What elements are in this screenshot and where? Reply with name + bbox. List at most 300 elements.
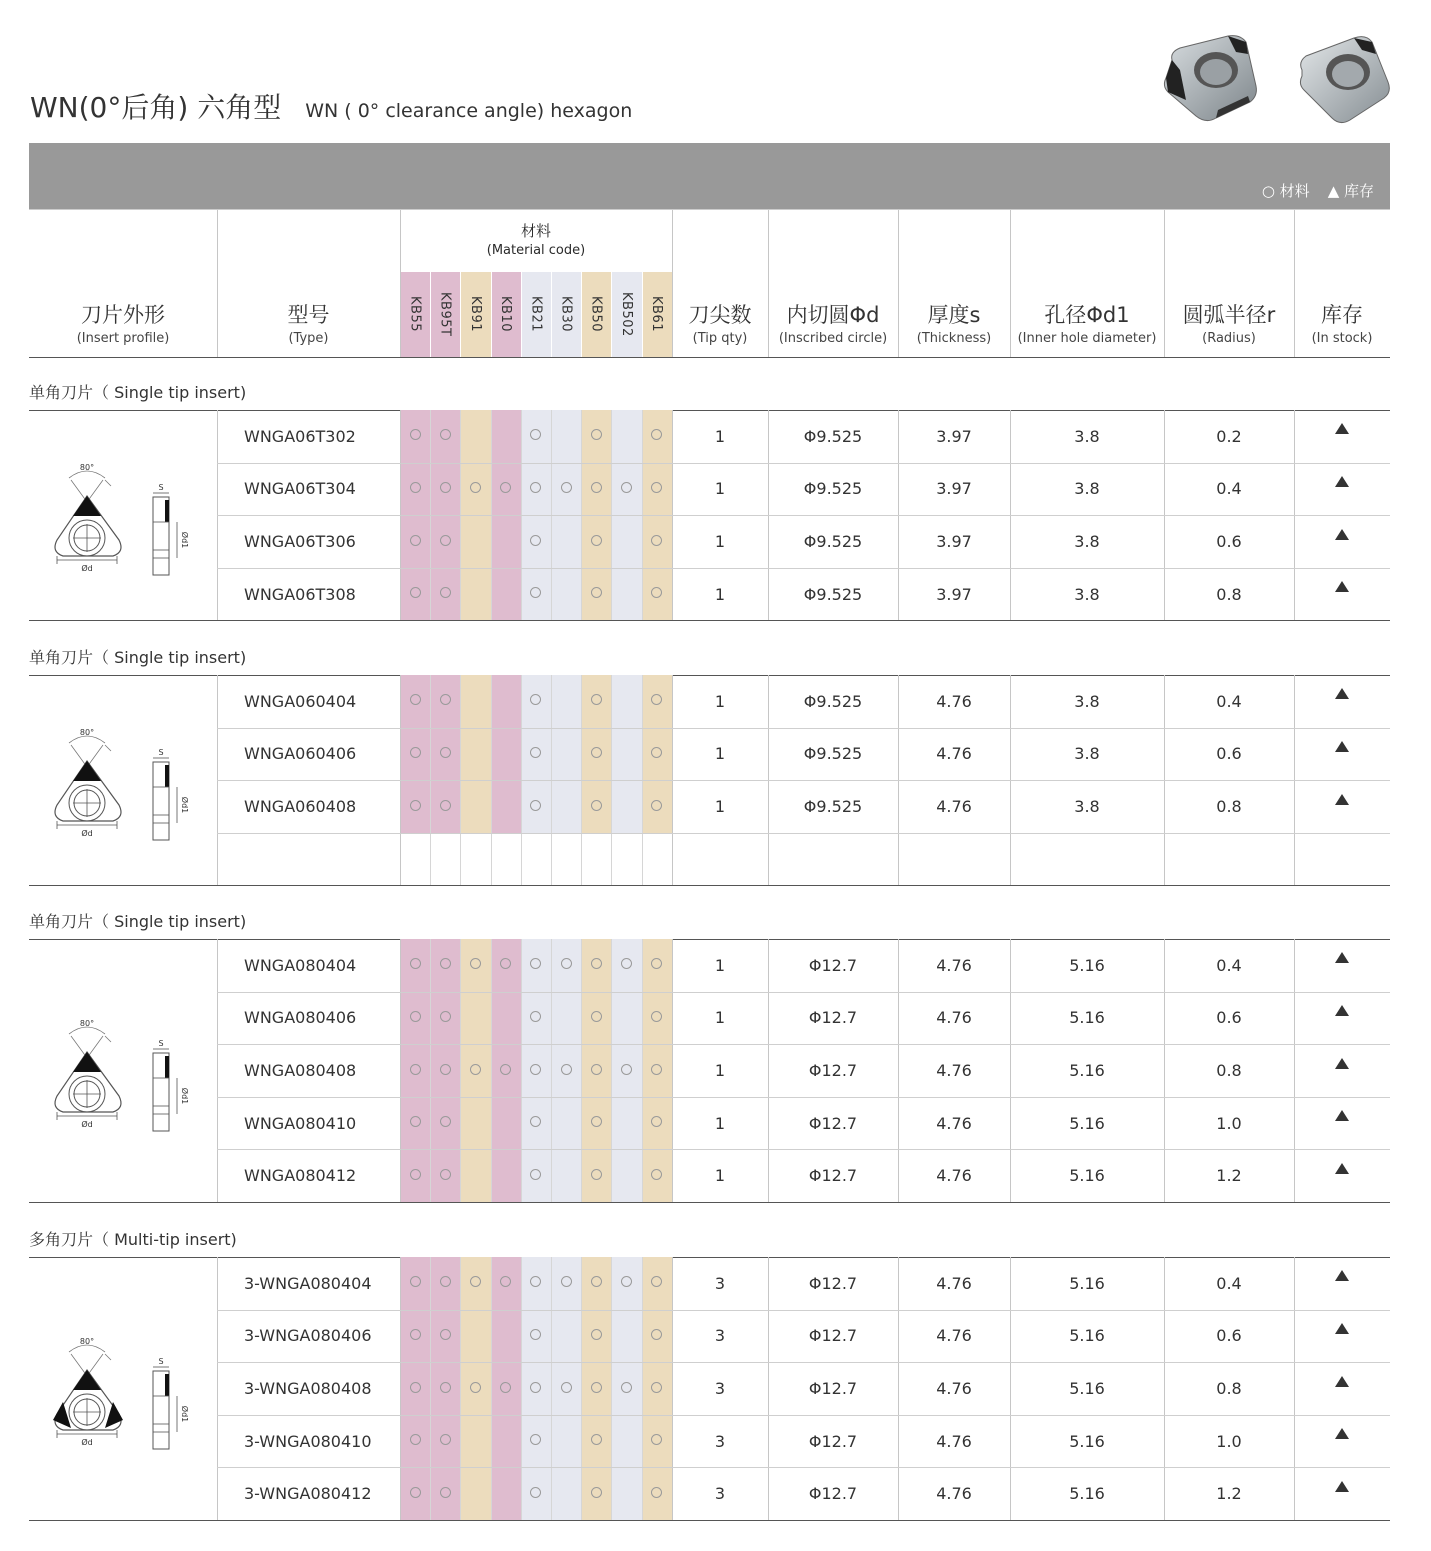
row-d1: 5.16 — [1069, 1060, 1105, 1080]
column-header-en: (Inner hole diameter) — [1017, 331, 1157, 347]
row-r: 0.8 — [1216, 584, 1242, 604]
row-d1: 3.8 — [1074, 691, 1100, 711]
section-bottom-line — [29, 1520, 1390, 1521]
material-available-icon — [440, 800, 451, 811]
single-tip-insert-icon — [49, 996, 199, 1146]
column-header-thickness — [898, 302, 1010, 348]
row-d: Φ12.7 — [808, 1484, 858, 1504]
material-available-icon — [561, 1276, 572, 1287]
in-stock-icon — [1335, 1481, 1349, 1492]
row-d: Φ9.525 — [803, 584, 863, 604]
material-available-icon — [410, 1276, 421, 1287]
header-column-divider — [672, 210, 673, 357]
material-available-icon — [651, 535, 662, 546]
material-available-icon — [440, 1011, 451, 1022]
row-s: 4.76 — [936, 691, 972, 711]
material-available-icon — [410, 1382, 421, 1393]
column-header-stock — [1294, 302, 1390, 348]
row-type: WNGA06T306 — [244, 531, 356, 551]
material-available-icon — [500, 482, 511, 493]
material-available-icon — [410, 482, 421, 493]
row-d1: 3.8 — [1074, 479, 1100, 499]
material-available-icon — [591, 1011, 602, 1022]
material-divider — [521, 939, 522, 1202]
material-header — [400, 222, 672, 259]
in-stock-icon — [1335, 581, 1349, 592]
column-divider — [400, 939, 401, 1202]
single-tip-insert-icon — [49, 440, 199, 590]
section-bottom-line — [29, 1202, 1390, 1203]
row-r: 0.8 — [1216, 1378, 1242, 1398]
column-header-hole — [1010, 302, 1164, 348]
section-bottom-line — [29, 620, 1390, 621]
row-s: 4.76 — [936, 1431, 972, 1451]
svg-text:S: S — [158, 748, 164, 758]
row-type: WNGA080410 — [244, 1113, 357, 1133]
material-available-icon — [591, 482, 602, 493]
row-tip: 3 — [714, 1431, 726, 1451]
column-header-en: (In stock) — [1311, 331, 1373, 347]
row-tip: 1 — [714, 1060, 726, 1080]
material-available-icon — [561, 1382, 572, 1393]
row-s: 4.76 — [936, 1378, 972, 1398]
row-s: 4.76 — [936, 1484, 972, 1504]
row-tip: 3 — [714, 1326, 726, 1346]
material-available-icon — [410, 429, 421, 440]
material-divider — [430, 1257, 431, 1520]
row-s: 4.76 — [936, 1326, 972, 1346]
material-available-icon — [440, 1169, 451, 1180]
row-d1: 5.16 — [1069, 1008, 1105, 1028]
header-material-divider — [491, 272, 492, 357]
row-s: 4.76 — [936, 796, 972, 816]
material-column-bg — [551, 675, 581, 833]
row-r: 1.2 — [1216, 1166, 1242, 1186]
row-s: 4.76 — [936, 744, 972, 764]
material-available-icon — [410, 747, 421, 758]
material-available-icon — [591, 1116, 602, 1127]
material-available-icon — [440, 1434, 451, 1445]
material-code-text: KB95T — [437, 291, 453, 337]
row-r: 0.6 — [1216, 744, 1242, 764]
material-available-icon — [591, 1064, 602, 1075]
material-code-text: KB21 — [528, 296, 544, 332]
in-stock-icon — [1335, 1110, 1349, 1121]
insert-photo-dark-icon — [1158, 30, 1262, 126]
material-divider — [521, 1257, 522, 1520]
row-d1: 3.8 — [1074, 426, 1100, 446]
material-available-icon — [651, 1011, 662, 1022]
header-material-divider — [551, 272, 552, 357]
row-d1 — [1010, 833, 1164, 886]
material-code-label — [400, 274, 430, 354]
material-available-icon — [621, 1382, 632, 1393]
material-divider — [642, 939, 643, 1202]
column-header-profile — [29, 302, 217, 348]
svg-text:S: S — [158, 1038, 164, 1048]
header-banner — [29, 143, 1390, 209]
row-s: 3.97 — [936, 426, 972, 446]
row-d: Φ12.7 — [808, 1113, 858, 1133]
svg-text:Ød: Ød — [81, 564, 93, 574]
in-stock-icon — [1335, 423, 1349, 434]
material-available-icon — [440, 482, 451, 493]
material-code-label — [430, 274, 460, 354]
row-type: WNGA06T304 — [244, 479, 356, 499]
material-available-icon — [591, 1382, 602, 1393]
svg-text:80°: 80° — [79, 1336, 95, 1346]
column-header-cn: 刀尖数 — [688, 303, 752, 327]
row-s: 3.97 — [936, 479, 972, 499]
material-available-icon — [621, 1064, 632, 1075]
row-r: 0.2 — [1216, 426, 1242, 446]
svg-text:Ød: Ød — [81, 829, 93, 839]
column-header-tip-qty — [672, 302, 768, 348]
material-available-icon — [591, 535, 602, 546]
row-tip: 1 — [714, 691, 726, 711]
row-r: 0.6 — [1216, 1326, 1242, 1346]
row-type: WNGA080412 — [244, 1166, 357, 1186]
row-d1: 5.16 — [1069, 1113, 1105, 1133]
material-available-icon — [591, 800, 602, 811]
material-divider — [491, 939, 492, 1202]
column-header-cn: 孔径Φd1 — [1044, 303, 1130, 327]
svg-text:80°: 80° — [79, 1018, 95, 1028]
row-tip: 1 — [714, 1166, 726, 1186]
row-tip: 1 — [714, 531, 726, 551]
svg-text:S: S — [158, 1356, 164, 1366]
row-d1: 5.16 — [1069, 1166, 1105, 1186]
row-type: 3-WNGA080404 — [244, 1273, 372, 1293]
in-stock-icon — [1335, 1376, 1349, 1387]
column-header-cn: 内切圆Φd — [786, 303, 880, 327]
material-available-icon — [410, 958, 421, 969]
material-available-icon — [651, 1382, 662, 1393]
header-column-divider — [400, 210, 401, 357]
material-available-icon — [651, 482, 662, 493]
svg-text:S: S — [158, 483, 164, 493]
row-s: 4.76 — [936, 1113, 972, 1133]
row-tip: 1 — [714, 584, 726, 604]
material-available-icon — [621, 482, 632, 493]
material-available-icon — [651, 1329, 662, 1340]
row-d: Φ9.525 — [803, 796, 863, 816]
material-available-icon — [410, 1011, 421, 1022]
material-divider — [460, 939, 461, 1202]
row-d — [768, 833, 898, 886]
header-top-line — [29, 209, 1390, 210]
material-available-icon — [530, 1064, 541, 1075]
row-d1: 3.8 — [1074, 796, 1100, 816]
svg-text:Ød1: Ød1 — [180, 1087, 189, 1104]
material-available-icon — [561, 1064, 572, 1075]
row-type: 3-WNGA080410 — [244, 1431, 372, 1451]
material-available-icon — [470, 1064, 481, 1075]
header-column-divider — [217, 210, 218, 357]
material-divider — [611, 1257, 612, 1520]
in-stock-icon — [1335, 741, 1349, 752]
material-divider — [581, 939, 582, 1202]
row-type: 3-WNGA080412 — [244, 1484, 372, 1504]
material-available-icon — [651, 800, 662, 811]
material-available-icon — [410, 535, 421, 546]
header-material-divider — [581, 272, 582, 357]
row-r: 0.4 — [1216, 479, 1242, 499]
material-code-text: KB61 — [649, 296, 665, 332]
row-s: 4.76 — [936, 955, 972, 975]
row-s — [898, 833, 1010, 886]
column-header-en: (Tip qty) — [692, 331, 748, 347]
material-available-icon — [591, 1487, 602, 1498]
material-available-icon — [410, 694, 421, 705]
column-header-en: (Insert profile) — [76, 331, 170, 347]
material-available-icon — [440, 1487, 451, 1498]
single-tip-insert-icon — [49, 705, 199, 855]
in-stock-icon — [1335, 1005, 1349, 1016]
row-type: WNGA060406 — [244, 744, 357, 764]
material-divider — [581, 1257, 582, 1520]
row-r: 1.0 — [1216, 1113, 1242, 1133]
in-stock-icon — [1335, 529, 1349, 540]
title-en: WN ( 0° clearance angle) hexagon — [305, 100, 633, 122]
svg-text:Ød: Ød — [81, 1437, 93, 1447]
in-stock-icon — [1335, 1163, 1349, 1174]
row-r — [1164, 833, 1294, 886]
material-available-icon — [410, 1487, 421, 1498]
section-bottom-line — [29, 885, 1390, 886]
material-code-label — [581, 274, 611, 354]
column-header-en: (Thickness) — [916, 331, 992, 347]
material-divider — [551, 939, 552, 1202]
material-available-icon — [651, 1064, 662, 1075]
material-available-icon — [651, 1169, 662, 1180]
material-available-icon — [470, 482, 481, 493]
material-available-icon — [440, 1116, 451, 1127]
column-header-type — [217, 302, 400, 348]
row-tip: 1 — [714, 426, 726, 446]
material-code-label — [611, 274, 641, 354]
header-material-divider — [460, 272, 461, 357]
material-available-icon — [410, 800, 421, 811]
row-tip: 1 — [714, 955, 726, 975]
material-available-icon — [500, 1382, 511, 1393]
material-available-icon — [440, 535, 451, 546]
material-available-icon — [410, 1064, 421, 1075]
row-d: Φ12.7 — [808, 955, 858, 975]
column-divider — [400, 1257, 401, 1520]
material-available-icon — [591, 1434, 602, 1445]
row-d: Φ9.525 — [803, 426, 863, 446]
material-code-text: KB30 — [558, 296, 574, 332]
row-tip: 1 — [714, 479, 726, 499]
row-d: Φ12.7 — [808, 1326, 858, 1346]
row-d1: 5.16 — [1069, 1273, 1105, 1293]
row-r: 0.4 — [1216, 1273, 1242, 1293]
material-divider — [430, 939, 431, 1202]
material-available-icon — [591, 1329, 602, 1340]
header-column-divider — [1164, 210, 1165, 357]
header-material-divider — [521, 272, 522, 357]
row-tip: 3 — [714, 1378, 726, 1398]
row-d: Φ12.7 — [808, 1008, 858, 1028]
material-divider — [642, 1257, 643, 1520]
row-r: 0.4 — [1216, 955, 1242, 975]
column-header-en: (Type) — [288, 331, 329, 347]
row-d1: 5.16 — [1069, 1484, 1105, 1504]
column-header-inscribed — [768, 302, 898, 348]
material-code-label — [521, 274, 551, 354]
multi-tip-insert-icon — [49, 1314, 199, 1464]
row-r: 0.8 — [1216, 1060, 1242, 1080]
header-column-divider — [768, 210, 769, 357]
row-type: WNGA06T308 — [244, 584, 356, 604]
svg-text:Ød: Ød — [81, 1119, 93, 1129]
row-s: 4.76 — [936, 1273, 972, 1293]
row-r: 0.6 — [1216, 1008, 1242, 1028]
svg-text:Ød1: Ød1 — [180, 531, 189, 549]
page-title — [30, 86, 632, 126]
row-d: Φ12.7 — [808, 1431, 858, 1451]
row-d: Φ12.7 — [808, 1166, 858, 1186]
column-header-cn: 型号 — [287, 303, 330, 327]
row-type: 3-WNGA080406 — [244, 1326, 372, 1346]
column-divider — [1294, 1257, 1295, 1520]
svg-text:Ød1: Ød1 — [180, 796, 189, 814]
row-tip — [672, 833, 768, 886]
material-available-icon — [410, 587, 421, 598]
material-available-icon — [410, 1329, 421, 1340]
material-available-icon — [440, 1329, 451, 1340]
material-code-label — [460, 274, 490, 354]
row-d1: 5.16 — [1069, 1326, 1105, 1346]
row-type: WNGA06T302 — [244, 426, 356, 446]
section-title: 单角刀片（ Single tip insert) — [29, 912, 247, 931]
header-column-divider — [898, 210, 899, 357]
header-bottom-line — [29, 357, 1390, 358]
row-d: Φ12.7 — [808, 1378, 858, 1398]
column-header-cn: 库存 — [1321, 303, 1363, 327]
material-divider — [611, 939, 612, 1202]
row-tip: 1 — [714, 796, 726, 816]
material-column-bg — [491, 675, 521, 833]
material-column-bg — [611, 675, 641, 833]
material-available-icon — [561, 958, 572, 969]
column-header-cn: 刀片外形 — [81, 303, 165, 327]
row-s: 4.76 — [936, 1166, 972, 1186]
material-column-bg — [460, 675, 490, 833]
row-d1: 3.8 — [1074, 584, 1100, 604]
material-available-icon — [591, 587, 602, 598]
row-r: 0.8 — [1216, 796, 1242, 816]
row-d1: 3.8 — [1074, 531, 1100, 551]
row-type: WNGA080406 — [244, 1008, 357, 1028]
column-header-cn: 圆弧半径r — [1182, 303, 1276, 327]
material-available-icon — [440, 747, 451, 758]
row-type: WNGA060408 — [244, 796, 357, 816]
row-tip: 1 — [714, 1008, 726, 1028]
row-d1: 5.16 — [1069, 1378, 1105, 1398]
in-stock-icon — [1335, 476, 1349, 487]
column-header-radius — [1164, 302, 1294, 348]
row-type: 3-WNGA080408 — [244, 1378, 372, 1398]
material-available-icon — [410, 1169, 421, 1180]
row-d1: 5.16 — [1069, 1431, 1105, 1451]
row-tip: 3 — [714, 1484, 726, 1504]
row-type: WNGA080408 — [244, 1060, 357, 1080]
row-d: Φ9.525 — [803, 479, 863, 499]
row-r: 0.4 — [1216, 691, 1242, 711]
column-header-en: (Inscribed circle) — [778, 331, 888, 347]
row-s: 3.97 — [936, 531, 972, 551]
column-divider — [1294, 939, 1295, 1202]
row-r: 1.2 — [1216, 1484, 1242, 1504]
row-d: Φ12.7 — [808, 1273, 858, 1293]
in-stock-icon — [1335, 1323, 1349, 1334]
section-title: 单角刀片（ Single tip insert) — [29, 383, 247, 402]
row-type: WNGA080404 — [244, 955, 357, 975]
material-code-text: KB502 — [618, 291, 634, 337]
in-stock-icon — [1335, 794, 1349, 805]
material-header-cn: 材料 — [520, 222, 551, 240]
material-code-label — [642, 274, 672, 354]
insert-photo-light-icon — [1292, 30, 1396, 126]
in-stock-icon — [1335, 1058, 1349, 1069]
legend — [1244, 180, 1374, 201]
row-r: 1.0 — [1216, 1431, 1242, 1451]
material-available-icon — [561, 482, 572, 493]
header-column-divider — [1294, 210, 1295, 357]
row-d: Φ9.525 — [803, 531, 863, 551]
material-available-icon — [651, 1487, 662, 1498]
material-available-icon — [591, 1169, 602, 1180]
material-available-icon — [530, 1382, 541, 1393]
header-material-divider — [430, 272, 431, 357]
row-type: WNGA060404 — [244, 691, 357, 711]
row-tip: 1 — [714, 744, 726, 764]
material-available-icon — [440, 587, 451, 598]
row-s: 4.76 — [936, 1008, 972, 1028]
column-header-en: (Radius) — [1202, 331, 1256, 347]
in-stock-icon — [1335, 1428, 1349, 1439]
row-r: 0.6 — [1216, 531, 1242, 551]
material-available-icon — [530, 800, 541, 811]
material-available-icon — [440, 1064, 451, 1075]
header-material-divider — [642, 272, 643, 357]
section-title: 多角刀片（ Multi-tip insert) — [29, 1230, 237, 1249]
svg-text:80°: 80° — [79, 463, 95, 473]
material-available-icon — [410, 1434, 421, 1445]
row-s: 3.97 — [936, 584, 972, 604]
header-column-divider — [1010, 210, 1011, 357]
material-available-icon — [470, 1382, 481, 1393]
in-stock-icon — [1335, 952, 1349, 963]
row-d1: 5.16 — [1069, 955, 1105, 975]
in-stock-icon — [1335, 1270, 1349, 1281]
material-available-icon — [440, 1382, 451, 1393]
row-type — [217, 833, 400, 886]
material-available-icon — [500, 1064, 511, 1075]
row-d: Φ9.525 — [803, 691, 863, 711]
row-d1: 3.8 — [1074, 744, 1100, 764]
material-code-label — [491, 274, 521, 354]
svg-text:80°: 80° — [79, 728, 95, 738]
material-header-en: (Material code) — [486, 242, 586, 258]
column-header-cn: 厚度s — [927, 303, 981, 327]
material-code-text: KB91 — [467, 296, 483, 332]
svg-text:Ød1: Ød1 — [180, 1405, 189, 1422]
material-code-text: KB10 — [498, 296, 514, 332]
material-divider — [460, 1257, 461, 1520]
